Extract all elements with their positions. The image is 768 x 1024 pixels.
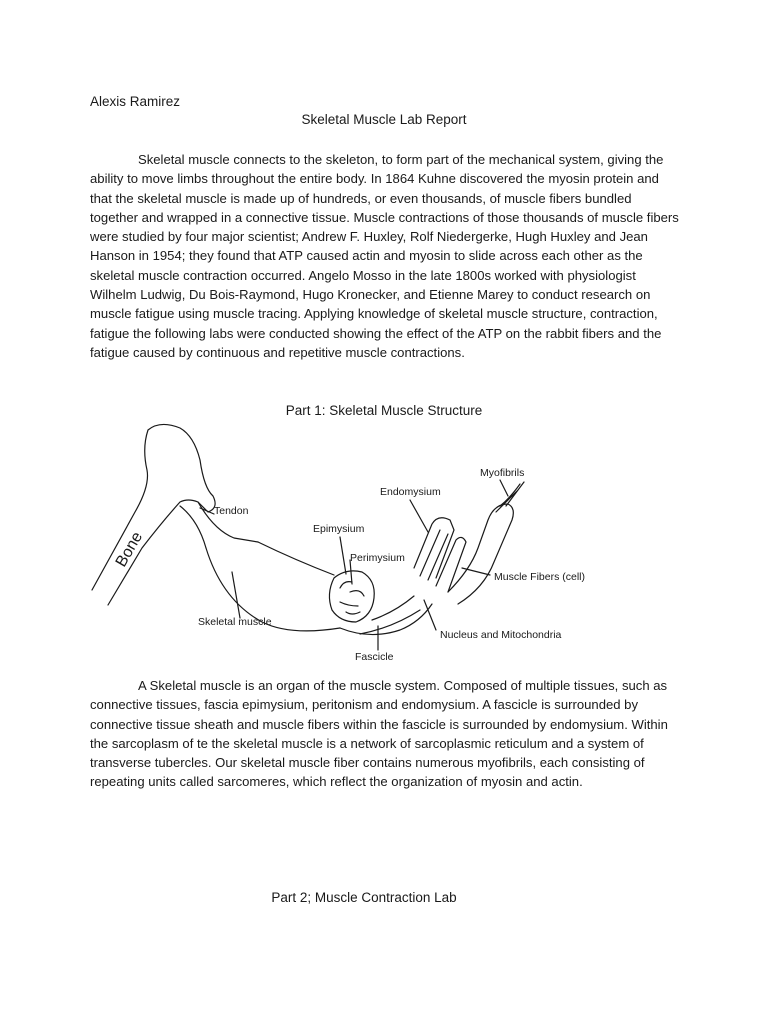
perimysium-label: Perimysium <box>350 552 405 564</box>
myofibrils <box>496 482 524 512</box>
bone-label: Bone <box>112 529 147 570</box>
skeletal-muscle-leader <box>232 572 240 618</box>
part1-heading: Part 1: Skeletal Muscle Structure <box>285 403 483 418</box>
muscle-fiber-cell <box>448 504 513 604</box>
nucleus-leader <box>424 600 436 630</box>
epimysium-label: Epimysium <box>313 523 365 535</box>
myofibrils-leader <box>500 480 508 496</box>
part2-heading: Part 2; Muscle Contraction Lab <box>271 890 457 905</box>
myofibrils-label: Myofibrils <box>480 467 525 479</box>
report-title: Skeletal Muscle Lab Report <box>301 112 467 127</box>
epimysium-leader <box>340 537 346 574</box>
endomysium-label: Endomysium <box>380 486 441 498</box>
bone-outline <box>92 424 215 605</box>
author-name: Alexis Ramirez <box>90 94 181 109</box>
nucleus-mitochondria-label: Nucleus and Mitochondria <box>440 629 562 641</box>
fascicle-label: Fascicle <box>355 651 394 663</box>
endomysium-leader <box>410 500 428 532</box>
intro-paragraph: Skeletal muscle connects to the skeleton, to form part of the mechanical system, giving the ability to move limbs throughout the entire body. In 1864 Kuhne discovered the myosin protein and that the skeletal muscle is made up of hundreds, or even thousands, of muscle fibers bundled together and wrapped in a connective tissue. Muscle contractions of those thousands of muscle fibers were studied by four major scientist; Andrew F. Huxley, Rolf Niedergerke, Hugh Huxley and Jean Hanson in 1954; they found that ATP caused actin and myosin to slide across each other as the skeletal muscle contraction occurred. Angelo Mosso in the late 1800s worked with physiologist Wilhelm Ludwig, Du Bois-Raymond, Hugo Kronecker, and Etienne Marey to conduct research on muscle fatigue using muscle tracing. Applying knowledge of skeletal muscle structure, contraction, fatigue the following labs were conducted showing the effect of the ATP on the rabbit fibers and the fatigue caused by continuous and repetitive muscle contractions. <box>90 152 679 360</box>
muscle-fibers-leader <box>462 568 490 575</box>
perimysium-cross-section <box>340 582 364 614</box>
tendon-label: Tendon <box>214 505 249 517</box>
fascicle-bundle <box>340 596 432 635</box>
muscle-fibers-label: Muscle Fibers (cell) <box>494 571 586 583</box>
tendon-leader <box>200 508 214 514</box>
structure-paragraph: A Skeletal muscle is an organ of the muscle system. Composed of multiple tissues, such as connective tissues, fascia epimysium, peritonism and endomysium. A fascicle is surrounded by connective tissue sheath and muscle fibers within the fascicle is surrounded by endomysium. Within the sarcoplasm of te the skeletal muscle is a network of sarcoplasmic reticulum and a system of transverse tubercles. Our skeletal muscle fiber contains numerous myofibrils, each consisting of repeating units called sarcomeres, which reflect the organization of myosin and actin. <box>90 678 668 790</box>
skeletal-muscle-label: Skeletal muscle <box>198 616 272 628</box>
